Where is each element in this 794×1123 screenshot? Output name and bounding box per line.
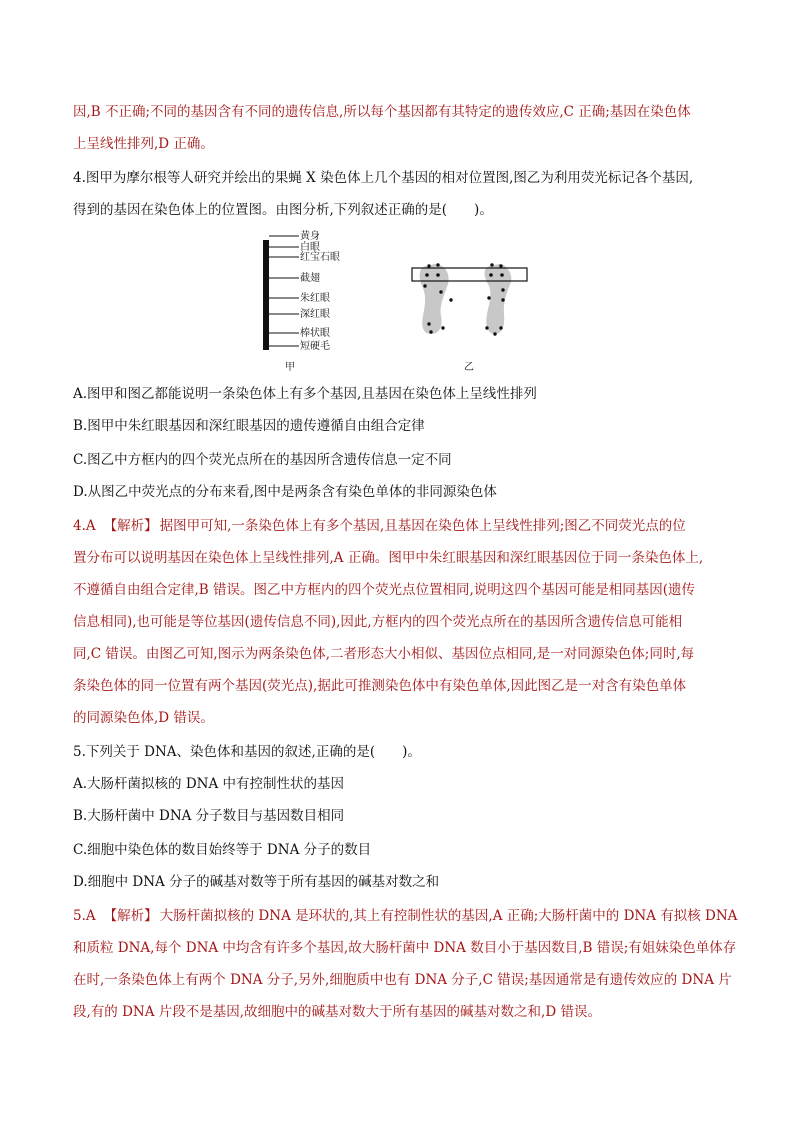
- gene-label-bar-eye: 棒状眼: [300, 328, 330, 339]
- figure-b-chromosomes: [420, 264, 512, 334]
- figure-a-chromosome: [263, 236, 299, 350]
- q4-stem-line-2: 得到的基因在染色体上的位置图。由图分析,下列叙述正确的是( )。: [73, 202, 493, 218]
- q4-answer-line-1: [73, 516, 686, 536]
- q4-analysis-tag: 【解析】: [103, 518, 158, 534]
- q4-answer-text: 据图甲可知,一条染色体上有多个基因,且基因在染色体上呈线性排列;图乙不同荧光点的位: [159, 518, 686, 534]
- q4-answer-line-2: 置分布可以说明基因在染色体上呈线性排列,A 正确。图甲中朱红眼基因和深红眼基因位于同一条染色体上,: [73, 550, 704, 566]
- q5-stem: 5.下列关于 DNA、染色体和基因的叙述,正确的是( )。: [73, 744, 421, 760]
- q4-answer-line-3: 不遵循自由组合定律,B 错误。图乙中方框内的四个荧光点位置相同,说明这四个基因可能是相同基因(遗传: [73, 582, 696, 598]
- intro-line-2: 上呈线性排列,D 正确。: [73, 136, 214, 152]
- q5-option-a: A.大肠杆菌拟核的 DNA 中有控制性状的基因: [73, 776, 345, 792]
- figure-a-label: 甲: [285, 362, 295, 373]
- gene-label-garnet-eye: 深红眼: [300, 309, 330, 320]
- q5-option-c: C.细胞中染色体的数目始终等于 DNA 分子的数目: [73, 842, 372, 858]
- gene-label-vermilion-eye: 朱红眼: [300, 293, 330, 304]
- q4-option-b: B.图甲中朱红眼基因和深红眼基因的遗传遵循自由组合定律: [73, 418, 425, 434]
- q4-option-a: A.图甲和图乙都能说明一条染色体上有多个基因,且基因在染色体上呈线性排列: [73, 386, 537, 402]
- q5-answer-line-4: 段,有的 DNA 片段不是基因,故细胞中的碱基对数大于所有基因的碱基对数之和,D 错误。: [73, 1004, 601, 1020]
- q4-answer-line-4: 信息相同),也可能是等位基因(遗传信息不同),因此,方框内的四个荧光点所在的基因所含遗传信息可能相: [73, 614, 683, 630]
- figure-b-label: 乙: [464, 362, 474, 373]
- gene-label-bobbed-bristle: 短硬毛: [300, 341, 330, 352]
- q4-option-d: D.从图乙中荧光点的分布来看,图中是两条含有染色单体的非同源染色体: [73, 484, 497, 500]
- q4-stem-line-1: 4.图甲为摩尔根等人研究并绘出的果蝇 X 染色体上几个基因的相对位置图,图乙为利用荧光标记各个基因,: [73, 170, 694, 186]
- q5-answer-text: 大肠杆菌拟核的 DNA 是环状的,其上有控制性状的基因,A 正确;大肠杆菌中的 DNA 有拟核 DNA: [159, 908, 738, 924]
- q4-figure: [255, 228, 545, 376]
- q5-answer-line-3: 在时,一条染色体上有两个 DNA 分子,另外,细胞质中也有 DNA 分子,C 错误;基因通常是有遗传效应的 DNA 片: [73, 972, 732, 988]
- q5-option-d: D.细胞中 DNA 分子的碱基对数等于所有基因的碱基对数之和: [73, 874, 440, 890]
- q5-answer-line-1: [73, 906, 737, 926]
- q4-answer-line-5: 同,C 错误。由图乙可知,图示为两条染色体,二者形态大小相似、基因位点相同,是一对同源染色体;同时,每: [73, 646, 695, 662]
- gene-label-ruby-eye: 红宝石眼: [300, 252, 340, 263]
- gene-label-white-eye: 白眼: [300, 242, 320, 253]
- q5-option-b: B.大肠杆菌中 DNA 分子数目与基因数目相同: [73, 808, 345, 824]
- q5-answer-number: 5.A: [73, 908, 96, 924]
- gene-label-yellow-body: 黄身: [300, 231, 320, 242]
- intro-line-1: 因,B 不正确;不同的基因含有不同的遗传信息,所以每个基因都有其特定的遗传效应,C 正确;基因在染色体: [73, 104, 691, 120]
- q4-option-c: C.图乙中方框内的四个荧光点所在的基因所含遗传信息一定不同: [73, 452, 452, 468]
- gene-label-cut-wing: 截翅: [300, 273, 320, 284]
- q4-answer-number: 4.A: [73, 518, 96, 534]
- q5-answer-line-2: 和质粒 DNA,每个 DNA 中均含有许多个基因,故大肠杆菌中 DNA 数目小于基因数目,B 错误;有姐妹染色单体存: [73, 940, 737, 956]
- q4-answer-line-7: 的同源染色体,D 错误。: [73, 710, 214, 726]
- q4-answer-line-6: 条染色体的同一位置有两个基因(荧光点),据此可推测染色体中有染色单体,因此图乙是一对含有染色单体: [73, 678, 687, 694]
- q5-analysis-tag: 【解析】: [103, 908, 158, 924]
